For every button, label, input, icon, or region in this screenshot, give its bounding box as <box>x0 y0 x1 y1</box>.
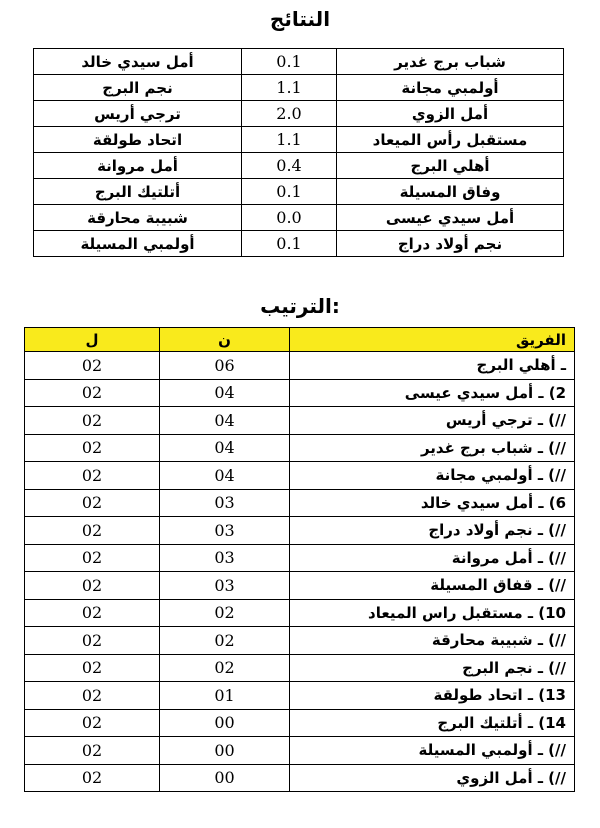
standing-played: 02 <box>25 572 160 600</box>
match-row <box>34 205 564 231</box>
standing-points: 02 <box>160 627 290 655</box>
standings-row <box>25 599 575 627</box>
away-team: أتلتيك البرج <box>34 179 242 205</box>
standing-team: //) ـ شبيبة محارقة <box>290 627 575 655</box>
standing-points: 03 <box>160 572 290 600</box>
results-table <box>33 48 564 257</box>
standing-points: 00 <box>160 709 290 737</box>
standing-team: 2) ـ أمل سيدي عيسى <box>290 379 575 407</box>
standing-team: 6) ـ أمل سيدي خالد <box>290 489 575 517</box>
standings-row <box>25 352 575 380</box>
standing-points: 03 <box>160 489 290 517</box>
standing-team: //) ـ أولمبي مجانة <box>290 462 575 490</box>
match-score: 1.1 <box>242 127 337 153</box>
standing-played: 02 <box>25 682 160 710</box>
standing-points: 03 <box>160 544 290 572</box>
match-row <box>34 153 564 179</box>
match-score: 0.4 <box>242 153 337 179</box>
away-team: شبيبة محارقة <box>34 205 242 231</box>
standing-played: 02 <box>25 627 160 655</box>
results-title: النتائج <box>269 7 331 31</box>
home-team: مستقبل رأس الميعاد <box>337 127 564 153</box>
standing-played: 02 <box>25 709 160 737</box>
standing-team: 13) ـ اتحاد طولقة <box>290 682 575 710</box>
match-row <box>34 49 564 75</box>
standings-row <box>25 489 575 517</box>
standing-played: 02 <box>25 352 160 380</box>
match-score: 0.0 <box>242 205 337 231</box>
standings-header-row <box>25 328 575 352</box>
match-score: 0.1 <box>242 231 337 257</box>
standing-played: 02 <box>25 462 160 490</box>
standing-points: 03 <box>160 517 290 545</box>
standings-row <box>25 682 575 710</box>
standings-title: الترتيب: <box>260 294 340 318</box>
standing-team: //) ـ نجم أولاد دراج <box>290 517 575 545</box>
standing-team: //) ـ شباب برج غدير <box>290 434 575 462</box>
standings-row <box>25 462 575 490</box>
header-team: الفريق <box>290 328 575 352</box>
standing-points: 00 <box>160 737 290 765</box>
match-score: 0.1 <box>242 49 337 75</box>
standing-team: //) ـ قفاق المسيلة <box>290 572 575 600</box>
match-score: 2.0 <box>242 101 337 127</box>
standing-points: 04 <box>160 434 290 462</box>
standing-played: 02 <box>25 599 160 627</box>
standing-points: 02 <box>160 654 290 682</box>
away-team: أمل مروانة <box>34 153 242 179</box>
home-team: وفاق المسيلة <box>337 179 564 205</box>
standing-team: //) ـ نجم البرج <box>290 654 575 682</box>
standing-points: 01 <box>160 682 290 710</box>
standings-row <box>25 379 575 407</box>
standing-points: 00 <box>160 764 290 792</box>
standing-played: 02 <box>25 544 160 572</box>
match-row <box>34 75 564 101</box>
standing-team: 14) ـ أتلتيك البرج <box>290 709 575 737</box>
match-score: 0.1 <box>242 179 337 205</box>
standing-played: 02 <box>25 654 160 682</box>
header-points: ن <box>160 328 290 352</box>
home-team: أمل الزوي <box>337 101 564 127</box>
standing-team: //) ـ أمل مروانة <box>290 544 575 572</box>
standings-row <box>25 407 575 435</box>
standings-row <box>25 572 575 600</box>
standing-played: 02 <box>25 517 160 545</box>
away-team: أمل سيدي خالد <box>34 49 242 75</box>
standings-row <box>25 764 575 792</box>
standing-team: //) ـ أمل الزوي <box>290 764 575 792</box>
standings-row <box>25 544 575 572</box>
standing-played: 02 <box>25 379 160 407</box>
standing-played: 02 <box>25 764 160 792</box>
standings-row <box>25 434 575 462</box>
standings-table <box>24 327 575 792</box>
standings-row <box>25 654 575 682</box>
standing-played: 02 <box>25 407 160 435</box>
header-played: ل <box>25 328 160 352</box>
standing-played: 02 <box>25 434 160 462</box>
home-team: نجم أولاد دراج <box>337 231 564 257</box>
match-row <box>34 231 564 257</box>
away-team: ترجي أريس <box>34 101 242 127</box>
standing-team: //) ـ ترجي أريس <box>290 407 575 435</box>
standing-points: 04 <box>160 379 290 407</box>
home-team: شباب برج غدير <box>337 49 564 75</box>
home-team: أهلي البرج <box>337 153 564 179</box>
standing-points: 04 <box>160 462 290 490</box>
match-row <box>34 101 564 127</box>
match-row <box>34 127 564 153</box>
standings-row <box>25 709 575 737</box>
standing-points: 04 <box>160 407 290 435</box>
standings-row <box>25 517 575 545</box>
standing-played: 02 <box>25 737 160 765</box>
standing-points: 06 <box>160 352 290 380</box>
standing-played: 02 <box>25 489 160 517</box>
home-team: أولمبي مجانة <box>337 75 564 101</box>
away-team: نجم البرج <box>34 75 242 101</box>
standing-team: 10) ـ مستقبل راس الميعاد <box>290 599 575 627</box>
match-row <box>34 179 564 205</box>
standing-team: //) ـ أولمبي المسيلة <box>290 737 575 765</box>
away-team: اتحاد طولقة <box>34 127 242 153</box>
standing-team: ـ أهلي البرج <box>290 352 575 380</box>
match-score: 1.1 <box>242 75 337 101</box>
standing-points: 02 <box>160 599 290 627</box>
standings-row <box>25 737 575 765</box>
away-team: أولمبي المسيلة <box>34 231 242 257</box>
standings-row <box>25 627 575 655</box>
home-team: أمل سيدي عيسى <box>337 205 564 231</box>
